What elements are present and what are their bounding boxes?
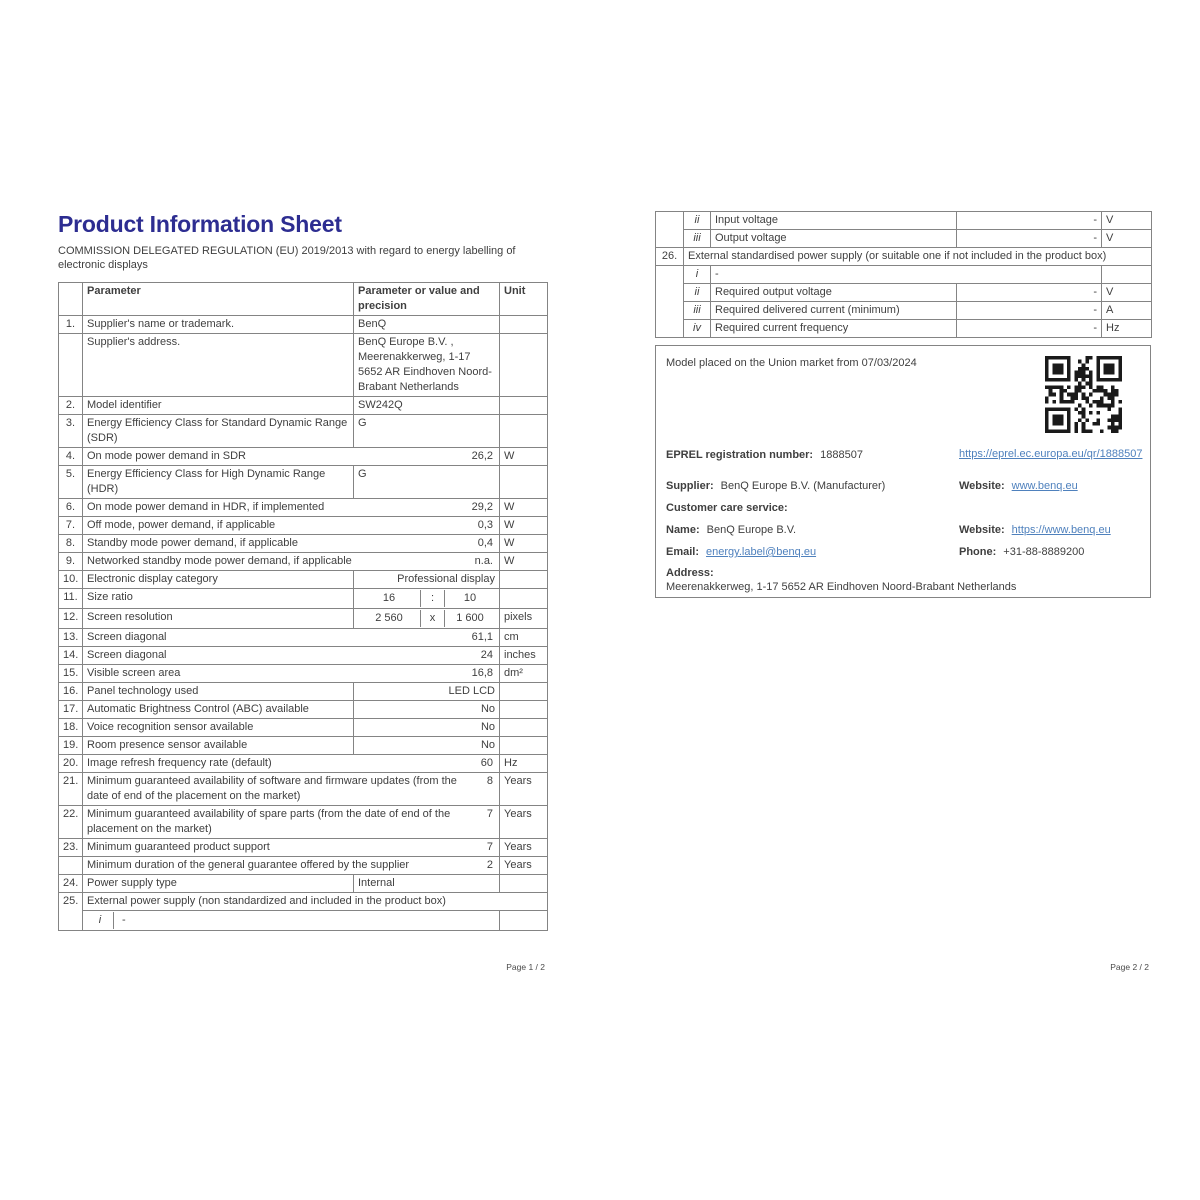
param-value: Professional display [354,571,500,589]
param-label: Supplier's name or trademark. [83,316,354,334]
param-label: Minimum guaranteed availability of spare parts (from the date of end of the placement on the market) [87,808,451,835]
param-unit: Years [500,806,548,839]
param-value: BenQ [354,316,500,334]
param-unit: pixels [500,609,548,629]
param-merged-cell [83,499,500,517]
table-row [59,755,548,773]
param-unit [500,737,548,755]
param-value: 2 [486,859,493,871]
param-label: Room presence sensor available [83,737,354,755]
param-merged-cell [83,773,500,806]
param-label: Power supply type [83,875,354,893]
header-number-cell [59,283,83,316]
param-value: 26,2 [471,450,493,462]
param-label: Standby mode power demand, if applicable [87,537,298,549]
param-label: Networked standby mode power demand, if applicable [87,555,352,567]
website-label: Website: [959,480,1005,492]
table-row [59,397,548,415]
table-row [59,499,548,517]
param-merged-cell [83,857,500,875]
param-label: Input voltage [711,212,957,230]
row-number: 8. [59,535,83,553]
phone-label: Phone: [959,546,997,558]
care-website-link[interactable]: https://www.benq.eu [1011,524,1111,536]
table-row [59,701,548,719]
table-row [59,466,548,499]
param-unit: inches [500,647,548,665]
param-label: Voice recognition sensor available [83,719,354,737]
care-name: BenQ Europe B.V. [706,524,797,536]
param-label: Supplier's address. [83,334,354,397]
phone-number: +31-88-8889200 [1003,546,1085,558]
care-website-row [959,524,1111,537]
subrow-cell [83,911,500,931]
section-label: External standardised power supply (or suitable one if not included in the product box) [684,248,1152,266]
table-row [59,839,548,857]
page1-footer: Page 1 / 2 [506,962,545,972]
row-number: 23. [59,839,83,857]
param-value: 29,2 [471,501,493,513]
param-label: Minimum duration of the general guarantee offered by the supplier [87,859,410,871]
param-merged-cell [83,755,500,773]
param-label: Required output voltage [711,284,957,302]
table-row [59,415,548,448]
param-label: Output voltage [711,230,957,248]
row-number: 22. [59,806,83,839]
row-number: 4. [59,448,83,466]
email-label: Email: [666,546,700,558]
param-unit: W [500,553,548,571]
param-unit: Years [500,839,548,857]
param-unit [500,875,548,893]
param-label: On mode power demand in SDR [87,450,246,462]
resolution-height: 1 600 [456,612,484,624]
row-number: 16. [59,683,83,701]
table-row [59,647,548,665]
param-unit [500,911,548,931]
row-number: 20. [59,755,83,773]
param-unit: A [1102,302,1152,320]
param-label: Energy Efficiency Class for Standard Dynamic Range (SDR) [83,415,354,448]
row-number: 2. [59,397,83,415]
subrow-index: iii [684,302,711,320]
care-name-row [666,524,796,537]
param-merged-cell [83,535,500,553]
table-subrow [656,302,1152,320]
param-unit: Hz [500,755,548,773]
table-row [59,589,548,609]
table-header-row [59,283,548,316]
param-merged-cell [83,806,500,839]
param-value: 16,8 [471,667,493,679]
ratio-separator: : [420,590,445,607]
table-subrow [656,284,1152,302]
param-value: Internal [354,875,500,893]
param-value: n.a. [474,555,493,567]
regulation-subtitle: COMMISSION DELEGATED REGULATION (EU) 2019/2013 with regard to energy labelling of electronic displays [58,245,516,271]
param-label: Automatic Brightness Control (ABC) available [83,701,354,719]
row-number: 10. [59,571,83,589]
table-row [59,857,548,875]
resolution-separator: x [420,610,445,627]
param-unit: W [500,448,548,466]
row-number: 9. [59,553,83,571]
phone-row [959,546,1084,559]
param-value: 60 [480,757,493,769]
table-row [59,683,548,701]
param-value: 7 [486,841,493,853]
param-label: Screen resolution [83,609,354,629]
page-1 [58,211,547,972]
param-value: No [354,737,500,755]
param-label: Required delivered current (minimum) [711,302,957,320]
table-row-section [656,248,1152,266]
param-unit: V [1102,230,1152,248]
param-label: Screen diagonal [87,631,167,643]
row-number [59,857,83,875]
param-resolution-cell [354,609,500,629]
table-row [59,629,548,647]
supplier-row [666,480,885,493]
subrow-index: i [87,912,114,929]
param-value: 7 [486,808,493,820]
eprel-label: EPREL registration number: [666,449,814,461]
row-number: 11. [59,589,83,609]
table-row [59,665,548,683]
subrow-index: ii [684,284,711,302]
param-unit [500,701,548,719]
param-unit: cm [500,629,548,647]
param-unit: Hz [1102,320,1152,338]
row-number: 14. [59,647,83,665]
eprel-registration-row [666,449,863,462]
param-value: G [354,415,500,448]
table-subrow [59,911,548,931]
param-label: Size ratio [83,589,354,609]
row-number: 24. [59,875,83,893]
row-number: 5. [59,466,83,499]
column-header-value: Parameter or value and precision [354,283,500,316]
param-merged-cell [83,665,500,683]
table-subrow [656,266,1152,284]
page-title: Product Information Sheet [58,211,342,237]
name-label: Name: [666,524,700,536]
param-unit [500,719,548,737]
param-value: SW242Q [354,397,500,415]
param-ratio-cell [354,589,500,609]
page2-footer: Page 2 / 2 [1110,962,1149,972]
param-value: - [957,320,1102,338]
table-row [59,448,548,466]
row-number: 15. [59,665,83,683]
row-number: 3. [59,415,83,448]
row-number [59,334,83,397]
address-value: Meerenakkerweg, 1-17 5652 AR Eindhoven Noord-Brabant Netherlands [666,581,1017,593]
param-label: Off mode, power demand, if applicable [87,519,276,531]
param-label: Visible screen area [87,667,181,679]
param-unit [500,683,548,701]
table-row [59,316,548,334]
table-row [59,334,548,397]
email-link[interactable]: energy.label@benq.eu [706,546,817,558]
param-unit: Years [500,773,548,806]
param-value: G [354,466,500,499]
row-number: 17. [59,701,83,719]
table-row [59,737,548,755]
eprel-link[interactable]: https://eprel.ec.europa.eu/qr/1888507 [959,448,1143,460]
param-unit: W [500,499,548,517]
row-number: 13. [59,629,83,647]
row-number: 7. [59,517,83,535]
param-unit [500,589,548,609]
parameter-table-page1 [58,282,548,931]
row-number: 19. [59,737,83,755]
row-number: 21. [59,773,83,806]
supplier-website-link[interactable]: www.benq.eu [1011,480,1078,492]
table-row [59,719,548,737]
resolution-width: 2 560 [375,612,403,624]
param-merged-cell [83,517,500,535]
eprel-number: 1888507 [820,449,863,461]
email-row [666,546,816,559]
param-unit [1102,266,1152,284]
param-value: - [957,230,1102,248]
column-header-parameter: Parameter [83,283,354,316]
table-row [59,806,548,839]
row-number: 18. [59,719,83,737]
website-label: Website: [959,524,1005,536]
param-value: No [354,701,500,719]
table-row [59,571,548,589]
table-row [59,535,548,553]
param-label: Required current frequency [711,320,957,338]
row-number: 25. [59,893,83,931]
row-number: 12. [59,609,83,629]
param-unit: Years [500,857,548,875]
table-row [59,875,548,893]
param-unit [500,334,548,397]
param-unit: V [1102,284,1152,302]
row-number: 1. [59,316,83,334]
param-label: On mode power demand in HDR, if implemented [87,501,325,513]
param-label: Energy Efficiency Class for High Dynamic Range (HDR) [83,466,354,499]
subrow-value: - [122,914,126,926]
address-label: Address: [666,567,714,579]
param-unit: dm² [500,665,548,683]
param-label: Minimum guaranteed availability of software and firmware updates (from the date of end of the placement on the market) [87,775,457,802]
param-value: No [354,719,500,737]
param-unit: W [500,535,548,553]
param-label: Model identifier [83,397,354,415]
subrow-index: ii [684,212,711,230]
subrow-index: iii [684,230,711,248]
supplier-label: Supplier: [666,480,714,492]
table-row [59,517,548,535]
page-2 [655,211,1151,972]
param-merged-cell [83,839,500,857]
row-number [656,266,684,338]
param-merged-cell [83,629,500,647]
subrow-index: iv [684,320,711,338]
param-label: Image refresh frequency rate (default) [87,757,272,769]
param-unit [500,466,548,499]
table-row-section [59,893,548,911]
param-value: 8 [486,775,493,787]
table-subrow [656,320,1152,338]
row-number: 6. [59,499,83,517]
param-label: Minimum guaranteed product support [87,841,270,853]
param-unit [500,397,548,415]
param-value: - [957,212,1102,230]
param-merged-cell [83,448,500,466]
eprel-info-box [655,345,1151,598]
param-unit: W [500,517,548,535]
ratio-width: 16 [382,592,396,604]
param-value: 61,1 [471,631,493,643]
param-label: Panel technology used [83,683,354,701]
table-row [59,553,548,571]
parameter-table-page2 [655,211,1152,338]
table-subrow [656,212,1152,230]
param-merged-cell [83,553,500,571]
table-subrow [656,230,1152,248]
table-row [59,773,548,806]
param-label: Electronic display category [83,571,354,589]
market-placement-line: Model placed on the Union market from 07/03/2024 [666,357,917,369]
param-value: LED LCD [354,683,500,701]
param-unit [500,316,548,334]
qr-code [1045,356,1122,433]
row-number: 26. [656,248,684,266]
supplier-name: BenQ Europe B.V. (Manufacturer) [720,480,886,492]
row-number [656,212,684,248]
param-value: 0,4 [477,537,493,549]
param-value: BenQ Europe B.V. , Meerenakkerweg, 1-17 5652 AR Eindhoven Noord-Brabant Netherlands [354,334,500,397]
param-label: Screen diagonal [87,649,167,661]
section-label: External power supply (non standardized and included in the product box) [83,893,548,911]
subrow-value: - [711,266,1102,284]
param-unit [500,415,548,448]
param-value: 0,3 [477,519,493,531]
column-header-unit: Unit [500,283,548,316]
param-unit [500,571,548,589]
param-merged-cell [83,647,500,665]
ratio-height: 10 [463,592,477,604]
website-row [959,480,1078,493]
param-value: - [957,284,1102,302]
param-unit: V [1102,212,1152,230]
customer-care-heading: Customer care service: [666,502,788,514]
subrow-index: i [684,266,711,284]
table-row [59,609,548,629]
param-value: - [957,302,1102,320]
param-value: 24 [480,649,493,661]
